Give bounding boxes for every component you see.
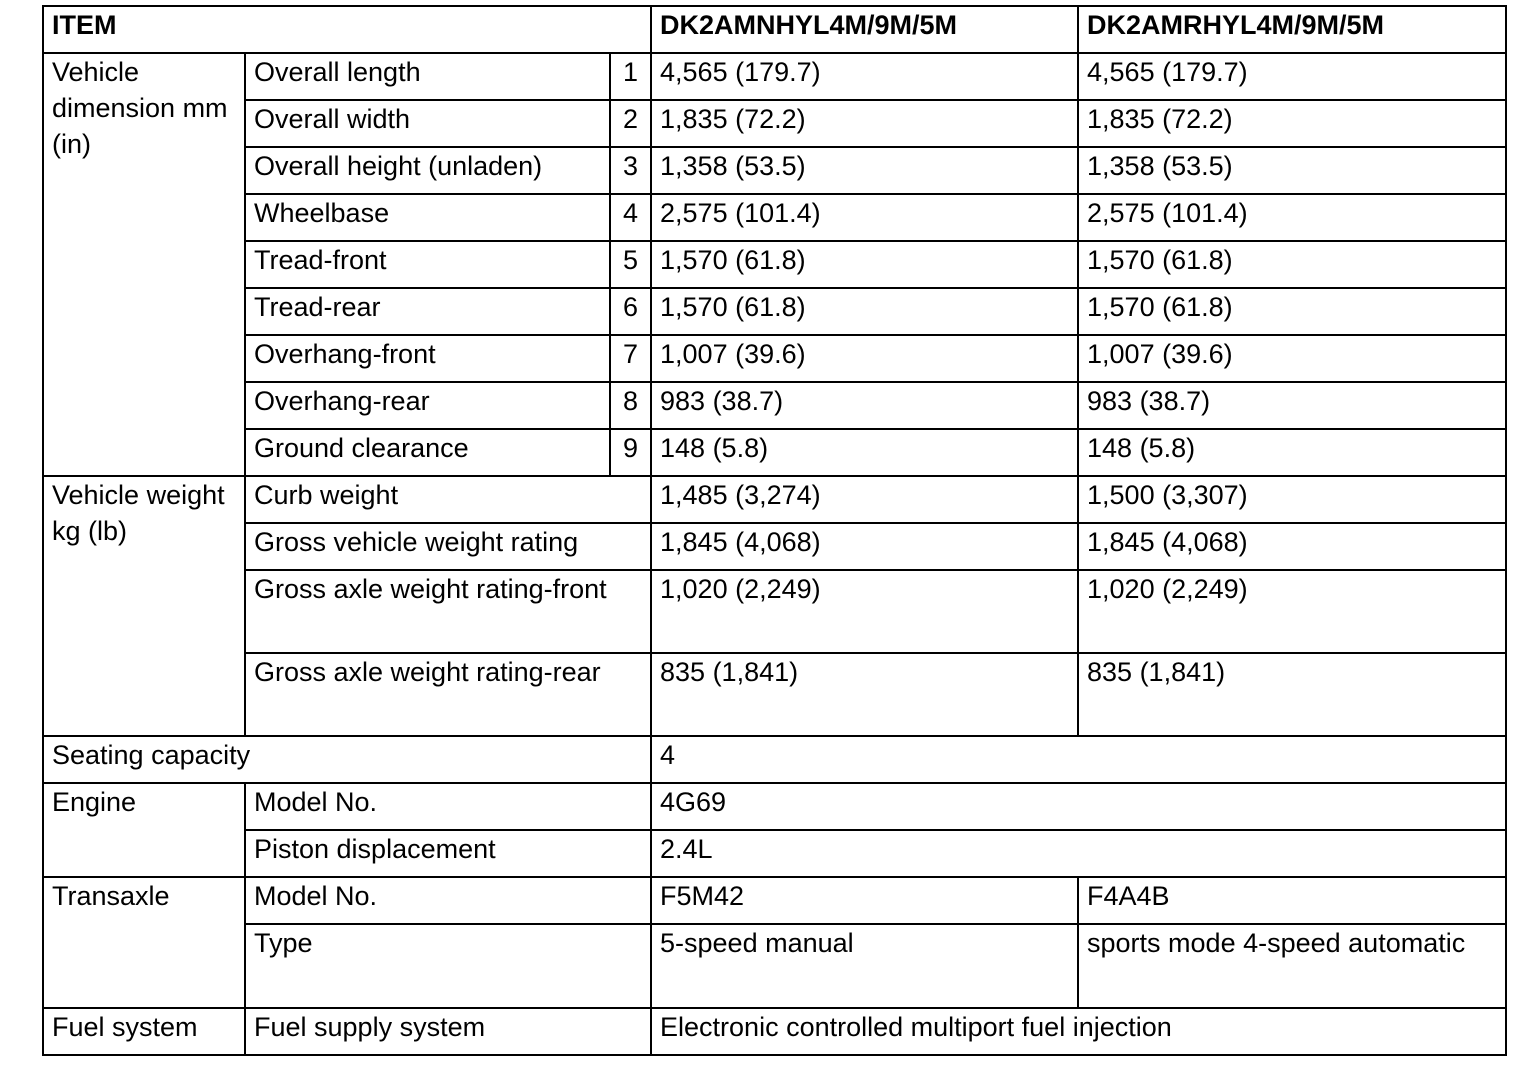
- table-row: [43, 53, 1506, 100]
- table-row: [43, 783, 1506, 830]
- table-row: [43, 877, 1506, 924]
- engine-value: 2.4L: [651, 830, 1506, 877]
- spec-label: Overall height (unladen): [245, 147, 610, 194]
- table-row: [43, 924, 1506, 1008]
- value-model-b: 1,570 (61.8): [1078, 288, 1506, 335]
- value-model-a: 983 (38.7): [651, 382, 1078, 429]
- value-model-a: 4,565 (179.7): [651, 53, 1078, 100]
- value-model-b: 1,020 (2,249): [1078, 570, 1506, 653]
- table-row: [43, 288, 1506, 335]
- value-model-a: 1,570 (61.8): [651, 288, 1078, 335]
- value-model-b: 148 (5.8): [1078, 429, 1506, 476]
- table-row: [43, 382, 1506, 429]
- spec-label: Overall length: [245, 53, 610, 100]
- value-model-a: 5-speed manual: [651, 924, 1078, 1008]
- value-model-a: 1,020 (2,249): [651, 570, 1078, 653]
- spec-label: Gross vehicle weight rating: [245, 523, 651, 570]
- table-row: [43, 241, 1506, 288]
- reference-number: 3: [610, 147, 651, 194]
- fuel-system-value: Electronic controlled multiport fuel injection: [651, 1008, 1506, 1055]
- reference-number: 9: [610, 429, 651, 476]
- header-row: [43, 6, 1506, 53]
- vehicle-weight-group-label: Vehicle weight kg (lb): [43, 476, 245, 736]
- table-row: [43, 830, 1506, 877]
- value-model-a: F5M42: [651, 877, 1078, 924]
- table-row: [43, 736, 1506, 783]
- table-row: [43, 429, 1506, 476]
- value-model-a: 1,007 (39.6): [651, 335, 1078, 382]
- spec-label: Piston displacement: [245, 830, 651, 877]
- value-model-a: 1,835 (72.2): [651, 100, 1078, 147]
- value-model-b: 983 (38.7): [1078, 382, 1506, 429]
- header-model-a: DK2AMNHYL4M/9M/5M: [651, 6, 1078, 53]
- reference-number: 2: [610, 100, 651, 147]
- value-model-a: 1,485 (3,274): [651, 476, 1078, 523]
- spec-label: Gross axle weight rating-front: [245, 570, 651, 653]
- value-model-a: 1,570 (61.8): [651, 241, 1078, 288]
- table-row: [43, 335, 1506, 382]
- reference-number: 5: [610, 241, 651, 288]
- specifications-table: [42, 5, 1507, 1056]
- reference-number: 8: [610, 382, 651, 429]
- table-row: [43, 1008, 1506, 1055]
- spec-label: Type: [245, 924, 651, 1008]
- spec-label: Model No.: [245, 783, 651, 830]
- transaxle-group-label: Transaxle: [43, 877, 245, 1008]
- reference-number: 4: [610, 194, 651, 241]
- value-model-b: 835 (1,841): [1078, 653, 1506, 736]
- spec-label: Overhang-rear: [245, 382, 610, 429]
- spec-label: Overall width: [245, 100, 610, 147]
- spec-label: Ground clearance: [245, 429, 610, 476]
- reference-number: 7: [610, 335, 651, 382]
- reference-number: 1: [610, 53, 651, 100]
- engine-value: 4G69: [651, 783, 1506, 830]
- spec-label: Model No.: [245, 877, 651, 924]
- table-row: [43, 194, 1506, 241]
- table-row: [43, 570, 1506, 653]
- table-row: [43, 476, 1506, 523]
- header-item: ITEM: [43, 6, 651, 53]
- value-model-b: 1,358 (53.5): [1078, 147, 1506, 194]
- value-model-a: 1,358 (53.5): [651, 147, 1078, 194]
- table-row: [43, 523, 1506, 570]
- value-model-a: 1,845 (4,068): [651, 523, 1078, 570]
- value-model-b: 1,500 (3,307): [1078, 476, 1506, 523]
- value-model-a: 835 (1,841): [651, 653, 1078, 736]
- spec-label: Gross axle weight rating-rear: [245, 653, 651, 736]
- value-model-a: 2,575 (101.4): [651, 194, 1078, 241]
- reference-number: 6: [610, 288, 651, 335]
- table-row: [43, 100, 1506, 147]
- header-model-b: DK2AMRHYL4M/9M/5M: [1078, 6, 1506, 53]
- value-model-b: 1,007 (39.6): [1078, 335, 1506, 382]
- value-model-b: sports mode 4-speed automatic: [1078, 924, 1506, 1008]
- spec-label: Fuel supply system: [245, 1008, 651, 1055]
- value-model-a: 148 (5.8): [651, 429, 1078, 476]
- value-model-b: 1,845 (4,068): [1078, 523, 1506, 570]
- table-row: [43, 653, 1506, 736]
- spec-label: Tread-front: [245, 241, 610, 288]
- fuel-system-group-label: Fuel system: [43, 1008, 245, 1055]
- value-model-b: 1,835 (72.2): [1078, 100, 1506, 147]
- value-model-b: 4,565 (179.7): [1078, 53, 1506, 100]
- spec-label: Wheelbase: [245, 194, 610, 241]
- spec-label: Tread-rear: [245, 288, 610, 335]
- value-model-b: F4A4B: [1078, 877, 1506, 924]
- table-row: [43, 147, 1506, 194]
- vehicle-dimension-group-label: Vehicle dimension mm (in): [43, 53, 245, 476]
- value-model-b: 1,570 (61.8): [1078, 241, 1506, 288]
- spec-label: Overhang-front: [245, 335, 610, 382]
- seating-capacity-label: Seating capacity: [43, 736, 651, 783]
- spec-label: Curb weight: [245, 476, 651, 523]
- engine-group-label: Engine: [43, 783, 245, 877]
- seating-capacity-value: 4: [651, 736, 1506, 783]
- value-model-b: 2,575 (101.4): [1078, 194, 1506, 241]
